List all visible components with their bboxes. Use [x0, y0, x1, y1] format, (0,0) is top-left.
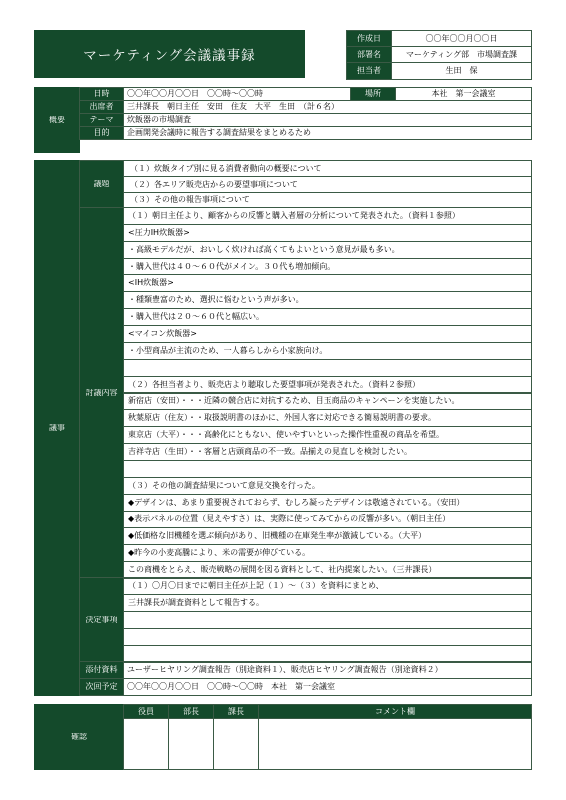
discussion-row [123, 460, 532, 478]
stamp-box-director[interactable] [123, 718, 169, 770]
discussion-row: ◆デザインは、あまり重要視されておらず、むしろ凝ったデザインは敬遠されている。（安田） [123, 494, 532, 512]
theme-label: テーマ [79, 113, 124, 127]
meta-table [346, 30, 532, 80]
discussion-row: （１）朝日主任より、顧客からの反響と購入者層の分析について発表された。（資料１参照） [123, 207, 532, 225]
discussion-row: ・購入世代は４０～６０代がメイン。３０代も増加傾向。 [123, 258, 532, 276]
place-label: 場所 [350, 87, 396, 101]
person-label: 担当者 [346, 62, 392, 80]
overview-section-label: 概要 [34, 87, 80, 153]
purpose-value: 企画開発会議時に報告する調査結果をまとめるため [123, 126, 532, 140]
created-label: 作成日 [346, 30, 392, 47]
stamp-box-general-manager[interactable] [168, 718, 214, 770]
discussion-row: ・小型商品が主流のため、一人暮らしから小家族向け。 [123, 342, 532, 360]
next-value: 〇〇年〇〇月〇〇日 〇〇時～〇〇時 本社 第一会議室 [123, 678, 532, 696]
agenda-item: （１）炊飯タイプ別に見る消費者動向の概要について [123, 160, 532, 177]
minutes-section-label: 議事 [34, 160, 80, 696]
attendees-label: 出席者 [79, 100, 124, 114]
attachment-value: ユーザーヒヤリング調査報告（別途資料１）、販売店ヒヤリング調査報告（別途資料２） [123, 661, 532, 679]
purpose-label: 目的 [79, 126, 124, 140]
decision-row: 三井課長が調査資料として報告する。 [123, 594, 532, 612]
decision-row [123, 611, 532, 629]
discussion-row [123, 359, 532, 377]
discussion-row: 新宿店（安田）・・・近隣の競合店に対抗するため、目玉商品のキャンペーンを実施したい。 [123, 393, 532, 411]
title-banner [34, 30, 305, 78]
confirm-label: 確認 [34, 704, 124, 770]
confirm-table [123, 704, 532, 770]
approver-header-section-manager: 課長 [213, 704, 259, 719]
discussion-list [123, 207, 532, 578]
discussion-row: ・購入世代は２０～６０代と幅広い。 [123, 308, 532, 326]
discussion-row: （２）各担当者より、販売店より聴取した要望事項が発表された。（資料２参照） [123, 376, 532, 394]
decision-label: 決定事項 [79, 577, 124, 662]
person-value: 生田 保 [391, 62, 532, 80]
discussion-row: ◆昨今の小麦高騰により、米の需要が伸びている。 [123, 544, 532, 562]
dept-label: 部署名 [346, 46, 392, 63]
dept-value: マーケティング部 市場調査課 [391, 46, 532, 63]
discussion-row: ・種類豊富のため、選択に悩むという声が多い。 [123, 291, 532, 309]
page-title: マーケティング会議議事録 [83, 48, 256, 64]
discussion-row: ◆表示パネルの位置（見えやすさ）は、実際に使ってみてからの反響が多い。（朝日主任） [123, 511, 532, 529]
decision-row: （１）〇月〇日までに朝日主任が上記（１）～（３）を資料にまとめ、 [123, 577, 532, 595]
theme-value: 炊飯器の市場調査 [123, 113, 532, 127]
discussion-row: ◆低価格な旧機種を選ぶ傾向があり、旧機種の在庫発生率が激減している。（大平） [123, 527, 532, 545]
discussion-label: 討議内容 [79, 207, 124, 578]
discussion-row: 吉祥寺店（生田）・・客層と店頭商品の不一致。品揃えの見直しを検討したい。 [123, 443, 532, 461]
agenda-list [123, 160, 532, 208]
discussion-row: この商機をとらえ、販売戦略の展開を図る資料として、社内提案したい。（三井課長） [123, 561, 532, 579]
attendees-value: 三井課長 朝日主任 安田 住友 大平 生田 （計６名） [123, 100, 532, 114]
decision-row [123, 628, 532, 646]
discussion-row: 秋葉原店（住友）・・取扱説明書のほかに、外国人客に対応できる簡易説明書の要求。 [123, 409, 532, 427]
discussion-row: <IH炊飯器> [123, 274, 532, 292]
discussion-row: <マイコン炊飯器> [123, 325, 532, 343]
agenda-label: 議題 [79, 160, 124, 208]
next-label: 次回予定 [79, 678, 124, 696]
decision-list [123, 577, 532, 662]
date-value: 〇〇年〇〇月〇〇日 〇〇時～〇〇時 [123, 87, 351, 101]
attachment-label: 添付資料 [79, 661, 124, 679]
discussion-row: 東京店（大平）・・・高齢化にともない、使いやすいといった操作性重視の商品を希望。 [123, 426, 532, 444]
agenda-item: （２）各エリア販売店からの要望事項について [123, 176, 532, 193]
approver-header-general-manager: 部長 [168, 704, 214, 719]
discussion-row: <圧力IH炊飯器> [123, 224, 532, 242]
discussion-row: ・高級モデルだが、おいしく炊ければ高くてもよいという意見が最も多い。 [123, 241, 532, 259]
date-label: 日時 [79, 87, 124, 101]
approver-header-director: 役員 [123, 704, 169, 719]
agenda-item: （３）その他の報告事項について [123, 192, 532, 208]
comment-box[interactable] [258, 718, 532, 770]
stamp-box-section-manager[interactable] [213, 718, 259, 770]
comment-header: コメント欄 [258, 704, 532, 719]
created-value: 〇〇年〇〇月〇〇日 [391, 30, 532, 47]
place-value: 本社 第一会議室 [395, 87, 532, 101]
discussion-row: （３）その他の調査結果について意見交換を行った。 [123, 477, 532, 495]
